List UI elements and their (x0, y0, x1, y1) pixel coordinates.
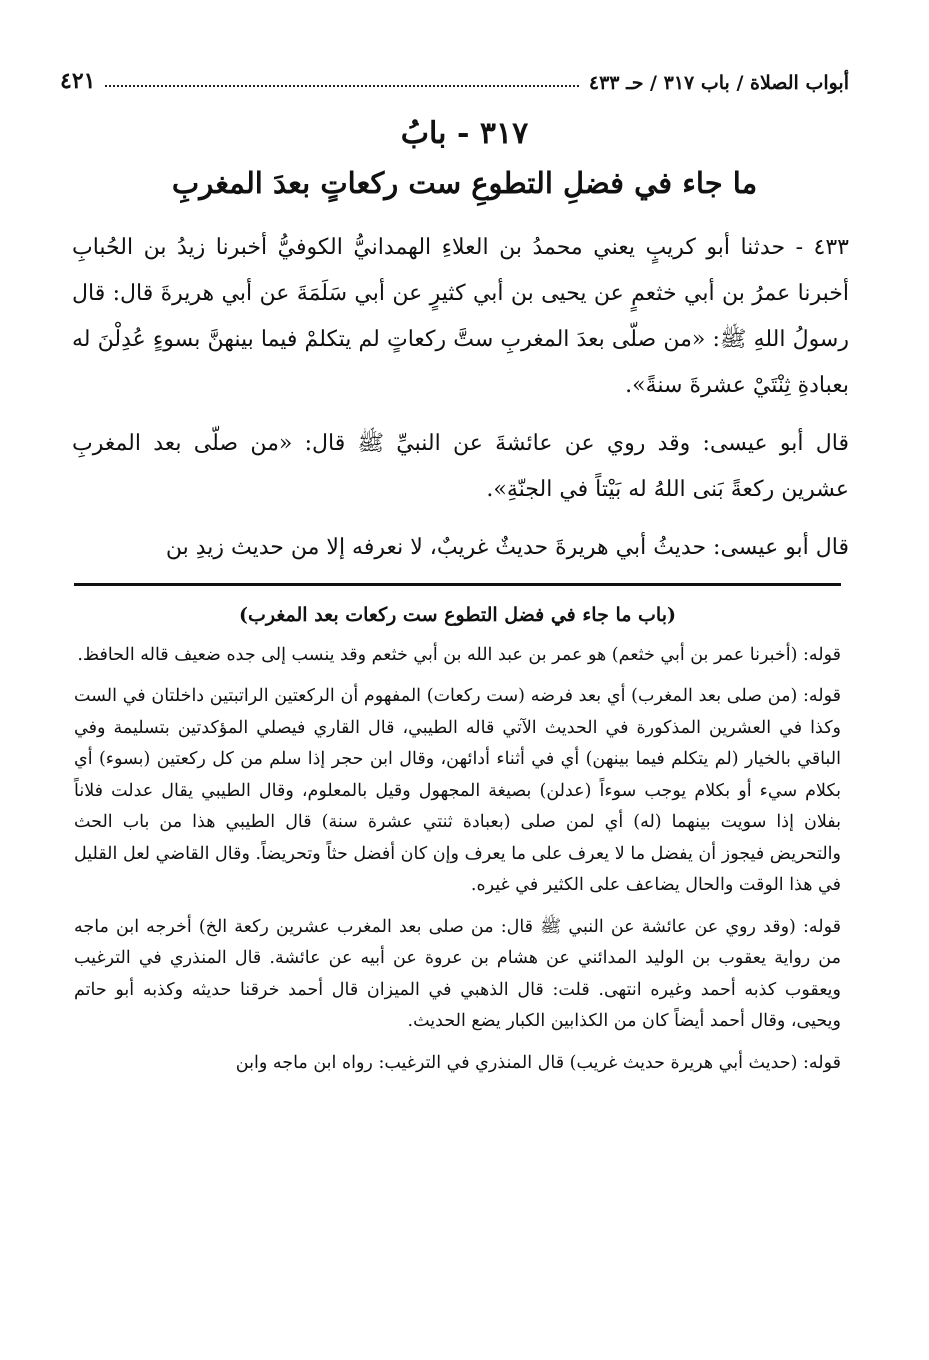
footnote-divider (74, 583, 841, 586)
commentary-heading: (باب ما جاء في فضل التطوع ست ركعات بعد المغرب) (239, 604, 676, 626)
chapter-number: ٣١٧ - بابُ (400, 116, 529, 151)
hadith-paragraph: قال أبو عيسى: وقد روي عن عائشةَ عن النبيِّ ﷺ قال: «من صلّى بعد المغربِ عشرين ركعةً بَنى اللهُ له بَيْتاً في الجنّةِ». (72, 431, 849, 502)
running-header (60, 54, 849, 94)
commentary-paragraph: قوله: (حديث أبي هريرة حديث غريب) قال المنذري في الترغيب: رواه ابن ماجه وابن (235, 1052, 841, 1073)
hadith-text (72, 225, 849, 583)
page-number: ٤٢١ (60, 68, 96, 94)
hadith-paragraph: قال أبو عيسى: حديثُ أبي هريرةَ حديثٌ غريبٌ، لا نعرفه إلا من حديث زيدِ بن (165, 535, 849, 560)
hadith-paragraph: ٤٣٣ - حدثنا أبو كريبٍ يعني محمدُ بن العلاءِ الهمدانيُّ الكوفيُّ أخبرنا زيدُ بن الحُبابِ أخبرنا عمرُ بن أبي خثعمٍ عن يحيى بن أبي كثيرٍ عن أبي سَلَمَةَ عن أبي هريرةَ قال: قال رسولُ اللهِ ﷺ: «من صلّى بعدَ المغربِ ستَّ ركعاتٍ لم يتكلمْ فيما بينهنَّ بسوءٍ عُدِلْنَ له بعبادةِ ثِنْتَيْ عشرةَ سنةً». (72, 235, 849, 398)
commentary-paragraph: قوله: (أخبرنا عمر بن أبي خثعم) هو عمر بن عبد الله بن أبي خثعم وقد ينسب إلى جده ضعيف قاله الحافظ. (77, 644, 841, 665)
commentary-paragraph: قوله: (من صلى بعد المغرب) أي بعد فرضه (ست ركعات) المفهوم أن الركعتين الراتبتين داخلتان في الست وكذا في العشرين المذكورة في الحديث الآتي قاله الطيبي، قال القاري فيصلي المؤكدتين بتسليمة وفي الباقي بالخيار (لم يتكلم فيما بينهن) أي في أثناء أدائهن، وقال ابن حجر إذا سلم من كل ركعتين (بسوء) أي بكلام سيء أو بكلام يوجب سوءاً (عدلن) بصيغة المجهول وقيل بالمعلوم، وقال الطيبي يقال عدلت فلاناً بفلان إذا سويت بينهما (له) أي لمن صلى (بعبادة ثنتي عشرة سنة) قال الطيبي هذا من باب الحث والتحريض فيجوز أن يفضل ما لا يعرف على ما يعرف وإن كان أفضل حثاً وتحريضاً. وقال القاضي لعل القليل في هذا الوقت والحال يضاعف على الكثير في غيره. (74, 686, 841, 895)
commentary-section (74, 600, 841, 1089)
commentary-paragraph: قوله: (وقد روي عن عائشة عن النبي ﷺ قال: من صلى بعد المغرب عشرين ركعة الخ) أخرجه ابن ماجه من رواية يعقوب بن الوليد المدائني عن هشام بن عروة عن أبيه عن عائشة. قال المنذري في الترغيب ويعقوب كذبه أحمد وغيره انتهى. قلت: قال الذهبي في الميزان قال أحمد خرقنا حديثه وكذبه أبو حاتم ويحيى، وقال أحمد أيضاً كان من الكذابين الكبار يضع الحديث. (74, 916, 841, 1031)
chapter-title: ما جاء في فضلِ التطوعِ ست ركعاتٍ بعدَ المغربِ (171, 166, 758, 200)
header-dotted-leader (105, 85, 578, 87)
running-title: أبواب الصلاة / باب ٣١٧ / حـ ٤٣٣ (588, 72, 849, 94)
